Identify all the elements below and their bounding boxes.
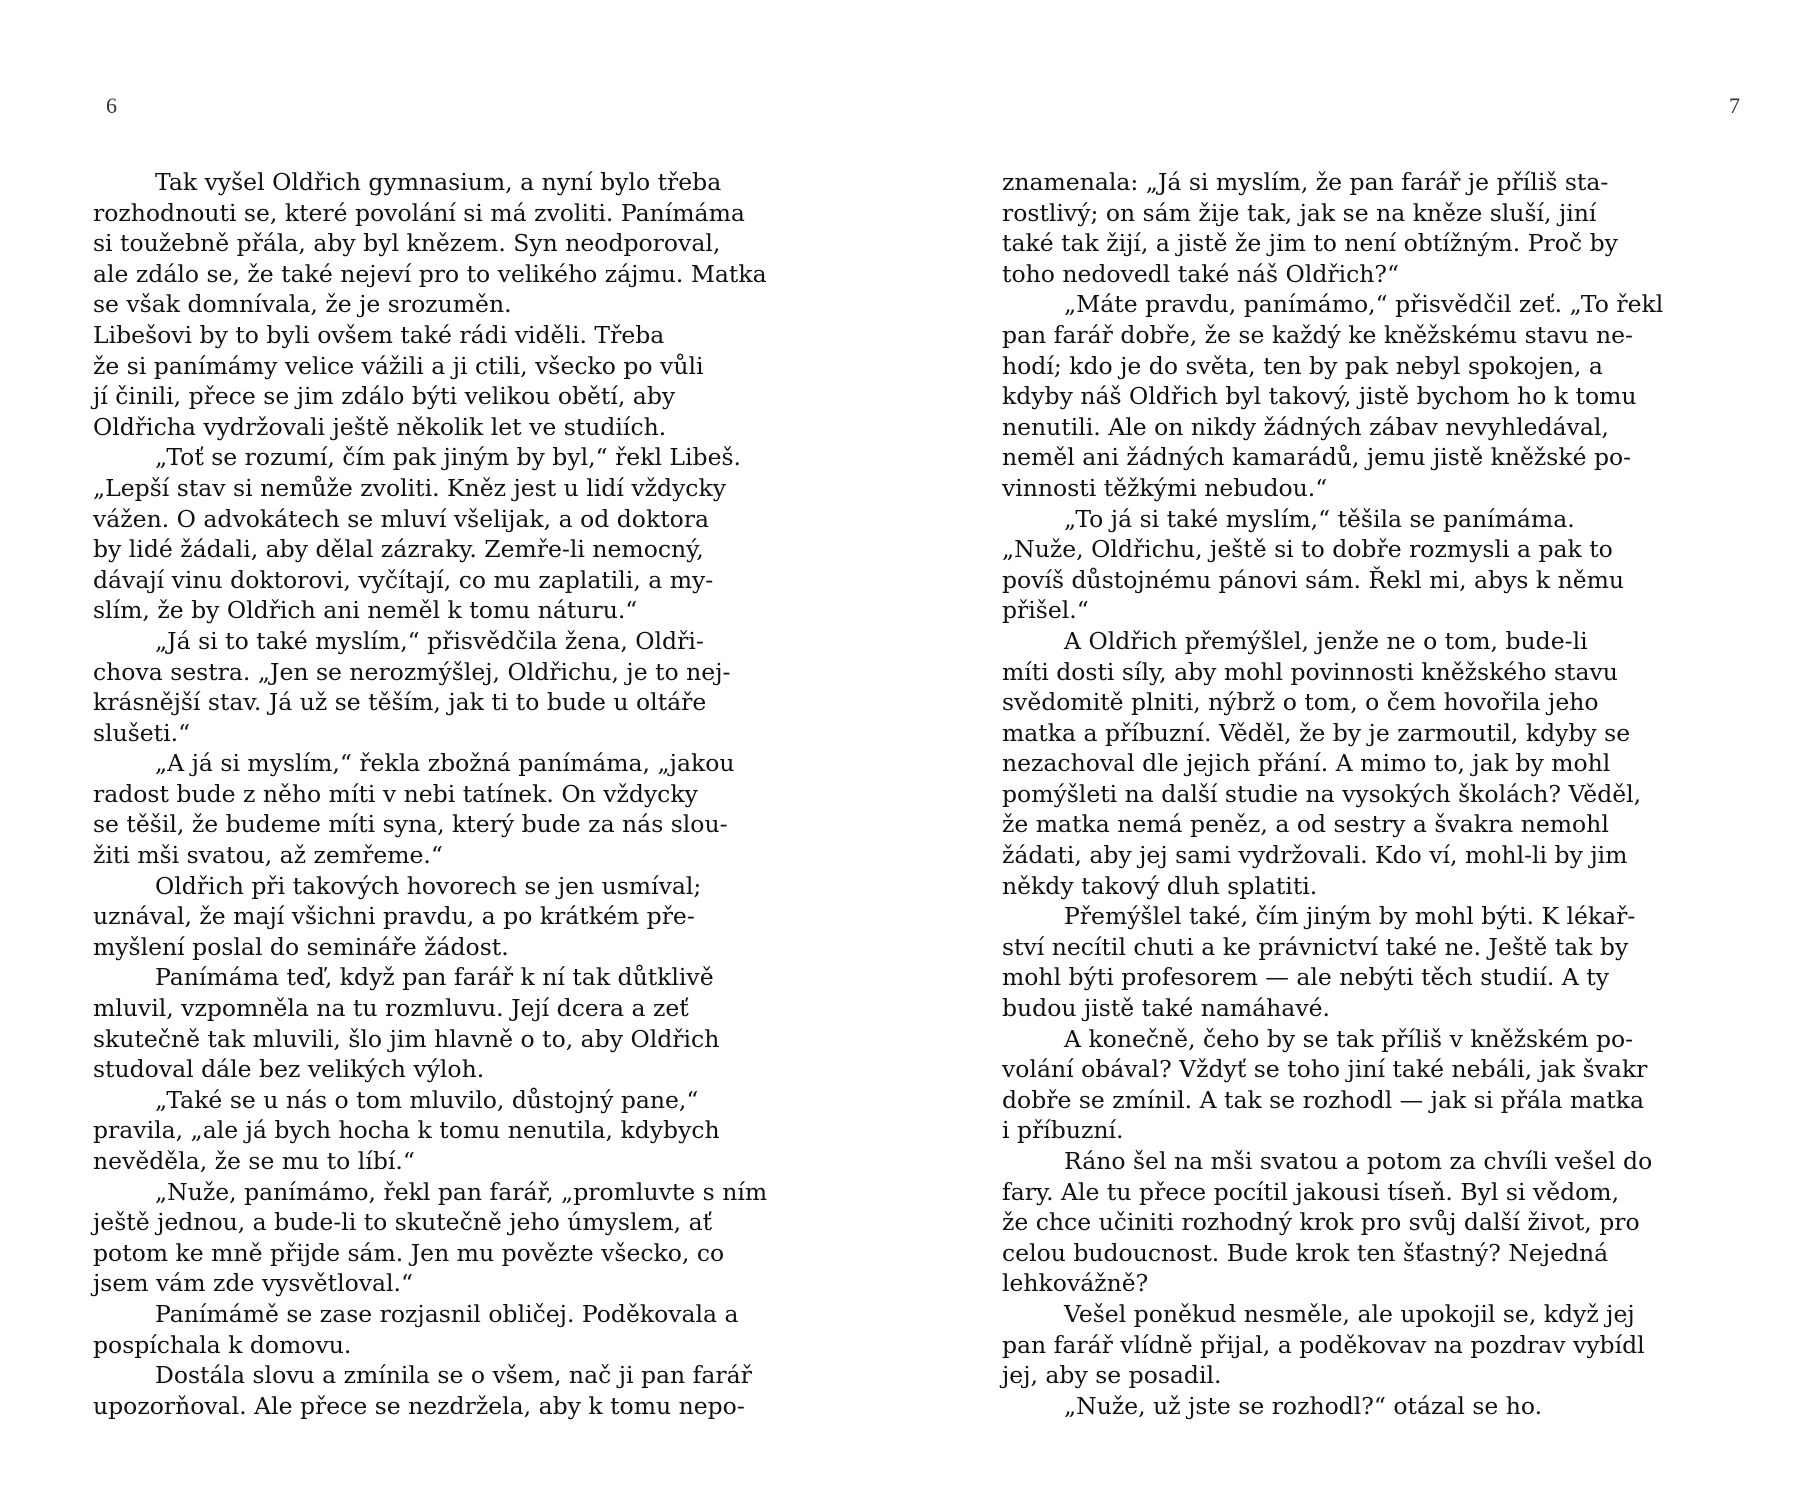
text-line: se těšil, že budeme míti syna, který bude za nás slou- — [93, 810, 728, 839]
text-line: se však domnívala, že je srozuměn. — [93, 290, 512, 319]
page-number: 6 — [106, 93, 117, 118]
text-line: „Nuže, panímámo, řekl pan farář, „promluvte s ním — [155, 1177, 768, 1206]
text-line: dávají vinu doktorovi, vyčítají, co mu zaplatili, a my- — [93, 565, 714, 594]
text-line: uznával, že mají všichni pravdu, a po krátkém pře- — [93, 902, 695, 931]
text-line: jej, aby se posadil. — [1002, 1361, 1222, 1390]
text-line: že matka nemá peněz, a od sestry a švakra nemohl — [1002, 810, 1609, 839]
text-line: dobře se zmínil. A tak se rozhodl — jak si přála matka — [1002, 1085, 1644, 1114]
text-line: nenutili. Ale on nikdy žádných zábav nevyhledával, — [1002, 412, 1609, 441]
text-line: pomýšleti na další studie na vysokých školách? Věděl, — [1002, 779, 1642, 808]
text-line: mohl býti profesorem — ale nebýti těch studií. A ty — [1002, 963, 1610, 992]
text-line: studoval dále bez velikých výloh. — [93, 1055, 485, 1084]
text-line: celou budoucnost. Bude krok ten šťastný? Nejedná — [1002, 1238, 1609, 1267]
text-line: fary. Ale tu přece pocítil jakousi tíseň. Byl si vědom, — [1002, 1177, 1620, 1206]
text-line: radost bude z něho míti v nebi tatínek. On vždycky — [93, 779, 698, 808]
text-line: „Toť se rozumí, čím pak jiným by byl,“ řekl Libeš. — [155, 443, 742, 472]
text-line: lehkovážně? — [1002, 1269, 1149, 1298]
text-line: myšlení poslal do semináře žádost. — [93, 932, 509, 961]
text-line: potom ke mně přijde sám. Jen mu povězte všecko, co — [93, 1238, 725, 1267]
text-line: pospíchala k domovu. — [93, 1330, 352, 1359]
text-line: ale zdálo se, že také nejeví pro to velikého zájmu. Matka — [93, 259, 767, 288]
text-line: budou jistě také namáhavé. — [1002, 994, 1330, 1023]
text-line: A konečně, čeho by se tak příliš v kněžském po- — [1064, 1024, 1634, 1053]
body-text — [93, 167, 831, 1421]
text-line: Tak vyšel Oldřich gymnasium, a nyní bylo třeba — [155, 168, 722, 196]
text-line: hodí; kdo je do světa, ten by pak nebyl spokojen, a — [1002, 351, 1603, 380]
text-line: slím, že by Oldřich ani neměl k tomu náturu.“ — [93, 596, 638, 625]
text-line: také tak žijí, a jistě že jim to není obtížným. Proč by — [1002, 229, 1618, 258]
right-page — [906, 0, 1812, 1500]
text-line: toho nedovedl také náš Oldřich?“ — [1002, 259, 1400, 288]
text-line: A Oldřich přemýšlel, jenže ne o tom, bude-li — [1064, 626, 1588, 655]
text-line: že chce učiniti rozhodný krok pro svůj další život, pro — [1002, 1208, 1640, 1237]
text-line: „To já si také myslím,“ těšila se panímáma. — [1064, 504, 1575, 533]
text-line: Přemýšlel také, čím jiným by mohl býti. K lékař- — [1064, 902, 1636, 931]
page-number: 7 — [1729, 93, 1740, 118]
text-line: slušeti.“ — [93, 718, 191, 747]
text-line: Oldřich při takových hovorech se jen usmíval; — [155, 871, 702, 900]
text-line: matka a příbuzní. Věděl, že by je zarmoutil, kdyby se — [1002, 718, 1631, 747]
body-text — [1002, 167, 1730, 1421]
text-line: přišel.“ — [1002, 596, 1089, 625]
text-line: že si panímámy velice vážili a ji ctili, všecko po vůli — [93, 351, 704, 380]
text-line: Panímáma teď, když pan farář k ní tak důtklivě — [155, 963, 714, 992]
text-line: ství necítil chuti a ke právnictví také ne. Ještě tak by — [1002, 932, 1629, 961]
text-line: rozhodnouti se, které povolání si má zvoliti. Panímáma — [93, 198, 745, 227]
text-line: mluvil, vzpomněla na tu rozmluvu. Její dcera a zeť — [93, 994, 689, 1023]
text-line: kdyby náš Oldřich byl takový, jistě bychom ho k tomu — [1002, 382, 1637, 411]
text-line: „Nuže, Oldřichu, ještě si to dobře rozmysli a pak to — [1002, 535, 1613, 564]
text-line: krásnější stav. Já už se těším, jak ti to bude u oltáře — [93, 688, 707, 717]
text-line: „Také se u nás o tom mluvilo, důstojný pane,“ — [155, 1085, 699, 1114]
text-line: povíš důstojnému pánovi sám. Řekl mi, abys k němu — [1002, 565, 1625, 594]
text-line: si toužebně přála, aby byl knězem. Syn neodporoval, — [93, 229, 721, 258]
text-line: nevěděla, že se mu to líbí.“ — [93, 1147, 415, 1175]
text-line: „Máte pravdu, panímámo,“ přisvědčil zeť. „To řekl — [1064, 290, 1664, 319]
text-line: někdy takový dluh splatiti. — [1002, 871, 1318, 900]
text-line: volání obával? Vždyť se toho jiní také nebáli, jak švakr — [1002, 1055, 1648, 1084]
text-line: jí činili, přece se jim zdálo býti velikou obětí, aby — [93, 382, 676, 411]
text-line: míti dosti síly, aby mohl povinnosti kněžského stavu — [1002, 657, 1618, 686]
text-line: ještě jednou, a bude-li to skutečně jeho úmyslem, ať — [93, 1208, 713, 1237]
text-line: „Lepší stav si nemůže zvoliti. Kněz jest u lidí vždycky — [93, 473, 726, 502]
text-line: pan farář dobře, že se každý ke kněžskému stavu ne- — [1002, 320, 1634, 349]
text-line: Vešel poněkud nesměle, ale upokojil se, když jej — [1064, 1299, 1635, 1328]
text-line: Dostála slovu a zmínila se o všem, nač ji pan farář — [155, 1361, 752, 1390]
text-line: „Nuže, už jste se rozhodl?“ otázal se ho. — [1064, 1391, 1543, 1420]
text-line: chova sestra. „Jen se nerozmýšlej, Oldřichu, je to nej- — [93, 657, 731, 686]
text-line: rostlivý; on sám žije tak, jak se na kněze sluší, jiní — [1002, 198, 1597, 227]
text-line: neměl ani žádných kamarádů, jemu jistě kněžské po- — [1002, 443, 1632, 472]
text-line: jsem vám zde vysvětloval.“ — [93, 1269, 414, 1298]
text-line: nezachoval dle jejich přání. A mimo to, jak by mohl — [1002, 749, 1611, 778]
text-line: svědomitě plniti, nýbrž o tom, o čem hovořila jeho — [1002, 688, 1599, 717]
text-line: vinnosti těžkými nebudou.“ — [1002, 473, 1328, 502]
text-line: Oldřicha vydržovali ještě několik let ve studiích. — [93, 412, 667, 441]
text-line: žádati, aby jej sami vydržovali. Kdo ví, mohl-li by jim — [1002, 841, 1628, 870]
text-line: znamenala: „Já si myslím, že pan farář je příliš sta- — [1002, 168, 1609, 196]
text-line: by lidé žádali, aby dělal zázraky. Zemře-li nemocný, — [93, 535, 704, 564]
text-line: Libešovi by to byli ovšem také rádi viděli. Třeba — [93, 320, 665, 349]
text-line: pan farář vlídně přijal, a poděkovav na pozdrav vybídl — [1002, 1330, 1645, 1359]
text-line: skutečně tak mluvili, šlo jim hlavně o to, aby Oldřich — [93, 1024, 720, 1053]
text-line: Panímámě se zase rozjasnil obličej. Poděkovala a — [155, 1299, 739, 1328]
text-line: „A já si myslím,“ řekla zbožná panímáma, „jakou — [155, 749, 735, 778]
text-line: i příbuzní. — [1002, 1116, 1124, 1145]
text-line: žiti mši svatou, až zemřeme.“ — [93, 841, 443, 870]
text-line: upozorňoval. Ale přece se nezdržela, aby k tomu nepo- — [93, 1391, 745, 1420]
text-line: pravila, „ale já bych hocha k tomu nenutila, kdybych — [93, 1116, 720, 1145]
text-line: „Já si to také myslím,“ přisvědčila žena, Oldři- — [155, 626, 704, 655]
text-line: vážen. O advokátech se mluví všelijak, a od doktora — [93, 504, 710, 533]
text-line: Ráno šel na mši svatou a potom za chvíli vešel do — [1064, 1147, 1653, 1175]
